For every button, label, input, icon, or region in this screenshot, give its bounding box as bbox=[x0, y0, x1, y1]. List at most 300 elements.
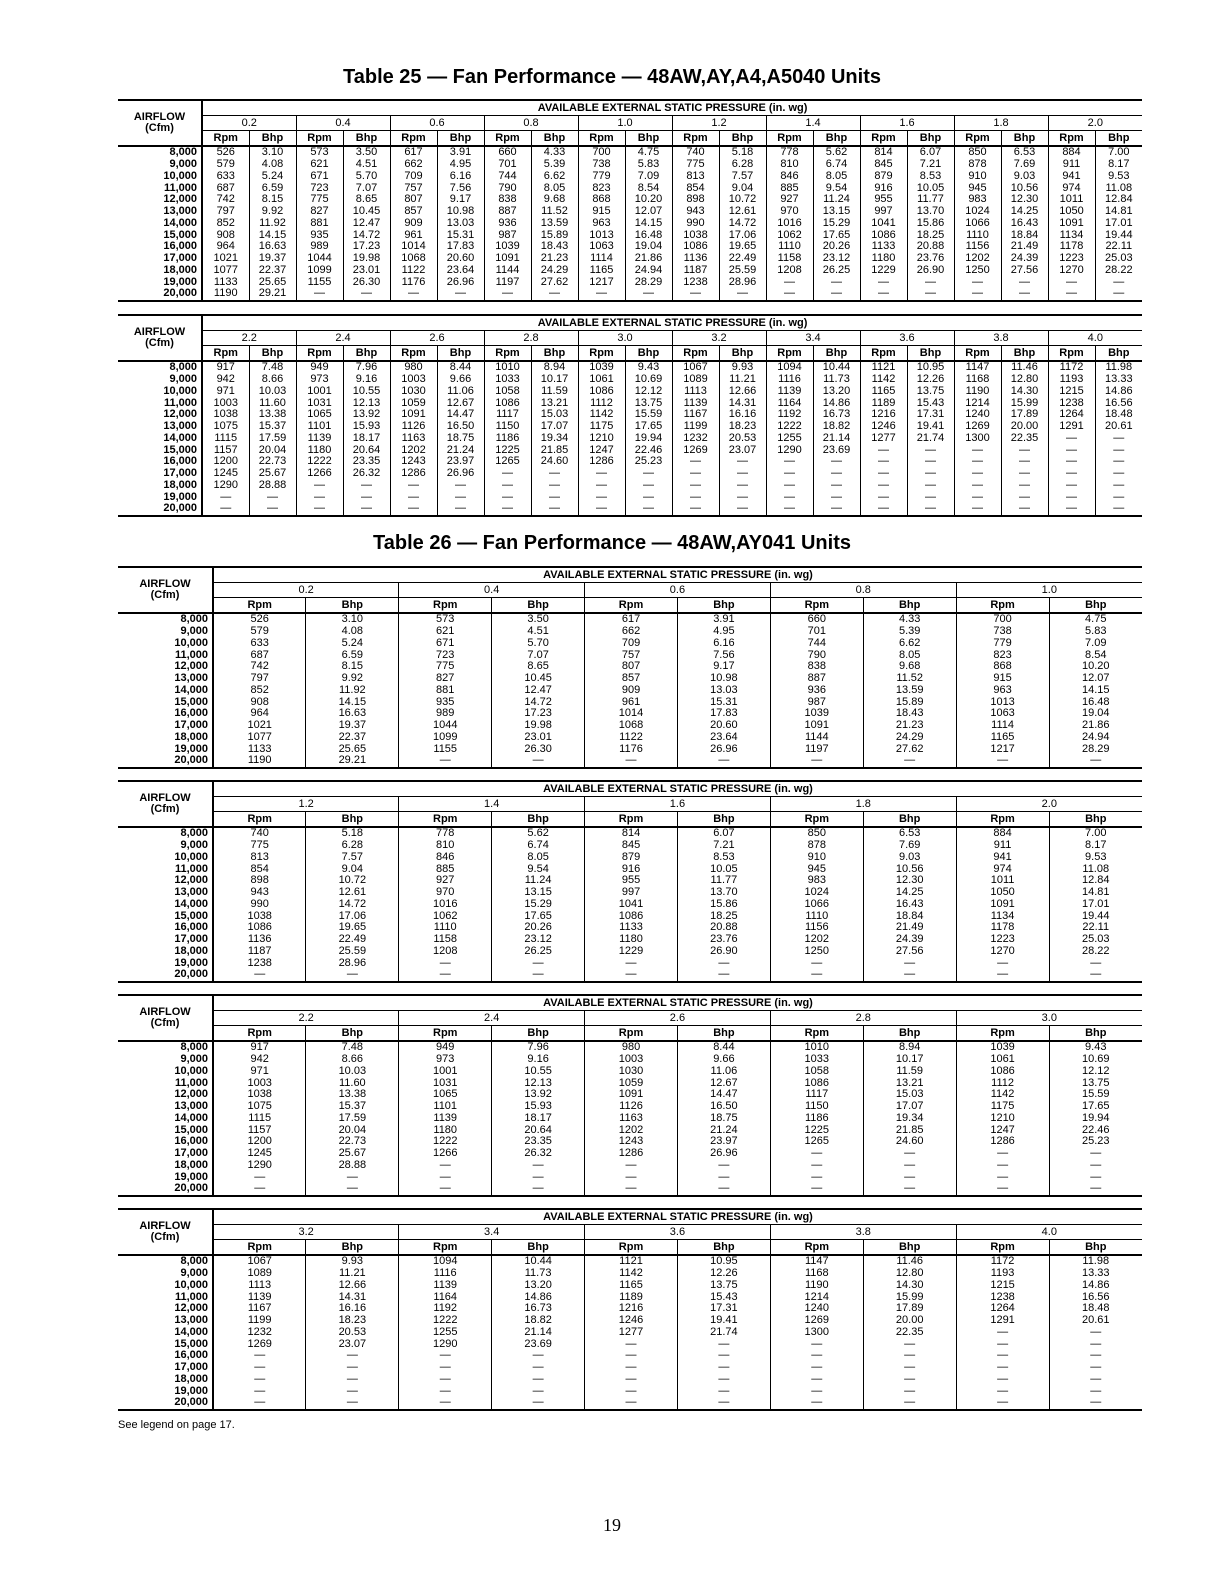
rpm-value: — bbox=[213, 1183, 306, 1196]
rpm-value: 1014 bbox=[390, 241, 437, 253]
bhp-value: — bbox=[437, 491, 484, 503]
pressure-value: 1.2 bbox=[213, 797, 399, 812]
bhp-value: 26.25 bbox=[813, 265, 860, 277]
rpm-header: Rpm bbox=[399, 1026, 492, 1042]
rpm-value: — bbox=[585, 1374, 678, 1386]
rpm-value: 1126 bbox=[390, 421, 437, 433]
bhp-value: 18.43 bbox=[863, 708, 956, 720]
rpm-value: 1172 bbox=[1048, 361, 1095, 374]
bhp-value: — bbox=[863, 1160, 956, 1172]
bhp-value: 17.31 bbox=[907, 409, 954, 421]
bhp-value: 25.67 bbox=[306, 1148, 399, 1160]
rpm-value: — bbox=[672, 456, 719, 468]
bhp-value: 19.65 bbox=[306, 922, 399, 934]
rpm-value: 813 bbox=[672, 171, 719, 183]
rpm-value: — bbox=[202, 503, 249, 516]
bhp-value: 9.66 bbox=[677, 1054, 770, 1066]
airflow-header-line: (Cfm) bbox=[150, 1231, 180, 1243]
airflow-header-line: AIRFLOW bbox=[139, 792, 191, 804]
airflow-value: 12,000 bbox=[174, 1089, 208, 1101]
rpm-value: 1091 bbox=[390, 409, 437, 421]
bhp-value: 22.37 bbox=[249, 265, 296, 277]
rpm-value: 1091 bbox=[770, 720, 863, 732]
bhp-value: 11.08 bbox=[1049, 863, 1142, 875]
airflow-value: 18,000 bbox=[174, 945, 208, 957]
bhp-value: 11.52 bbox=[863, 673, 956, 685]
table-row bbox=[118, 946, 1142, 958]
bhp-value: 7.00 bbox=[1095, 146, 1142, 159]
bhp-value: — bbox=[719, 491, 766, 503]
rpm-value: — bbox=[954, 503, 1001, 516]
table-row bbox=[118, 171, 1142, 183]
bhp-value: 7.96 bbox=[492, 1041, 585, 1054]
static-pressure-header: AVAILABLE EXTERNAL STATIC PRESSURE (in. wg) bbox=[213, 995, 1142, 1011]
bhp-value: 15.99 bbox=[1001, 397, 1048, 409]
bhp-value: 20.53 bbox=[719, 433, 766, 445]
bhp-value: 16.43 bbox=[1001, 218, 1048, 230]
rpm-value: 1175 bbox=[956, 1101, 1049, 1113]
pressure-value: 1.8 bbox=[770, 797, 956, 812]
bhp-value: 16.48 bbox=[625, 229, 672, 241]
bhp-value: — bbox=[813, 480, 860, 492]
rpm-value: 879 bbox=[585, 852, 678, 864]
bhp-value: 12.07 bbox=[1049, 673, 1142, 685]
bhp-value: 11.21 bbox=[719, 374, 766, 386]
bhp-value: 20.53 bbox=[306, 1327, 399, 1339]
rpm-value: 1197 bbox=[770, 743, 863, 755]
rpm-value: 701 bbox=[770, 626, 863, 638]
table-row bbox=[118, 468, 1142, 480]
airflow-header bbox=[118, 781, 213, 827]
rpm-value: — bbox=[1048, 444, 1095, 456]
bhp-value: 26.96 bbox=[437, 468, 484, 480]
bhp-value: — bbox=[863, 1362, 956, 1374]
bhp-value: — bbox=[1001, 480, 1048, 492]
bhp-value: 7.48 bbox=[306, 1041, 399, 1054]
bhp-value: 24.29 bbox=[863, 732, 956, 744]
airflow-value: 14,000 bbox=[174, 1326, 208, 1338]
rpm-value: 1061 bbox=[578, 374, 625, 386]
rpm-value: 1021 bbox=[213, 720, 306, 732]
airflow-value: 17,000 bbox=[174, 1361, 208, 1374]
rpm-value: 742 bbox=[213, 661, 306, 673]
rpm-value: 1180 bbox=[585, 934, 678, 946]
bhp-value: 11.73 bbox=[813, 374, 860, 386]
bhp-value: 23.07 bbox=[306, 1338, 399, 1350]
bhp-value: — bbox=[813, 288, 860, 301]
bhp-value: — bbox=[677, 1374, 770, 1386]
rpm-value: — bbox=[770, 1362, 863, 1374]
bhp-header: Bhp bbox=[719, 346, 766, 362]
rpm-value: — bbox=[585, 1350, 678, 1362]
bhp-value: 19.44 bbox=[1095, 229, 1142, 241]
bhp-value: 22.11 bbox=[1095, 241, 1142, 253]
rpm-value: — bbox=[770, 969, 863, 982]
rpm-value: 797 bbox=[202, 206, 249, 218]
fan-performance-block bbox=[118, 994, 1142, 1197]
bhp-value: 17.59 bbox=[249, 433, 296, 445]
rpm-value: 868 bbox=[578, 194, 625, 206]
rpm-value: 810 bbox=[399, 840, 492, 852]
bhp-value: 14.47 bbox=[437, 409, 484, 421]
static-pressure-header: AVAILABLE EXTERNAL STATIC PRESSURE (in. wg) bbox=[202, 100, 1142, 116]
table-row bbox=[118, 613, 1142, 626]
rpm-value: 1172 bbox=[956, 1255, 1049, 1268]
rpm-value: 1229 bbox=[585, 946, 678, 958]
rpm-value: 1038 bbox=[672, 229, 719, 241]
table-row bbox=[118, 1077, 1142, 1089]
bhp-value: — bbox=[677, 1183, 770, 1196]
bhp-value: 25.65 bbox=[249, 276, 296, 288]
rpm-value: 573 bbox=[399, 613, 492, 626]
rpm-value: 1269 bbox=[954, 421, 1001, 433]
airflow-value: 10,000 bbox=[163, 170, 197, 182]
bhp-value: 16.16 bbox=[719, 409, 766, 421]
rpm-value: 964 bbox=[202, 241, 249, 253]
rpm-value: — bbox=[390, 503, 437, 516]
rpm-value: 757 bbox=[585, 649, 678, 661]
rpm-value: 1134 bbox=[956, 910, 1049, 922]
rpm-value: 881 bbox=[399, 685, 492, 697]
bhp-value: 20.88 bbox=[677, 922, 770, 934]
rpm-value: 526 bbox=[202, 146, 249, 159]
rpm-value: 846 bbox=[399, 852, 492, 864]
bhp-value: — bbox=[1095, 468, 1142, 480]
bhp-value: — bbox=[306, 1374, 399, 1386]
table-row bbox=[118, 696, 1142, 708]
rpm-value: 852 bbox=[202, 218, 249, 230]
bhp-value: 13.33 bbox=[1049, 1268, 1142, 1280]
pressure-value: 1.0 bbox=[956, 583, 1142, 598]
bhp-value: 16.56 bbox=[1095, 397, 1142, 409]
rpm-value: 744 bbox=[484, 171, 531, 183]
rpm-value: 1200 bbox=[213, 1136, 306, 1148]
rpm-value: — bbox=[399, 1374, 492, 1386]
rpm-value: 1142 bbox=[585, 1268, 678, 1280]
bhp-value: — bbox=[677, 1171, 770, 1183]
bhp-value: — bbox=[677, 1350, 770, 1362]
static-pressure-header: AVAILABLE EXTERNAL STATIC PRESSURE (in. wg) bbox=[213, 1209, 1142, 1225]
rpm-value: 1091 bbox=[1048, 218, 1095, 230]
bhp-value: 27.56 bbox=[1001, 265, 1048, 277]
bhp-value: 4.51 bbox=[343, 159, 390, 171]
rpm-value: — bbox=[954, 288, 1001, 301]
rpm-value: 1058 bbox=[484, 386, 531, 398]
airflow-value: 15,000 bbox=[174, 1124, 208, 1136]
bhp-value: 16.43 bbox=[863, 899, 956, 911]
rpm-value: — bbox=[770, 1397, 863, 1410]
bhp-value: 23.35 bbox=[492, 1136, 585, 1148]
rpm-value: 1158 bbox=[399, 934, 492, 946]
bhp-header: Bhp bbox=[813, 346, 860, 362]
bhp-value: — bbox=[531, 480, 578, 492]
bhp-value: 7.21 bbox=[907, 159, 954, 171]
rpm-value: — bbox=[390, 491, 437, 503]
bhp-value: — bbox=[719, 480, 766, 492]
rpm-value: 1086 bbox=[578, 386, 625, 398]
rpm-value: 961 bbox=[585, 696, 678, 708]
rpm-value: — bbox=[578, 491, 625, 503]
pressure-value: 2.8 bbox=[770, 1011, 956, 1026]
bhp-value: 21.86 bbox=[1049, 720, 1142, 732]
rpm-value: 1229 bbox=[860, 265, 907, 277]
rpm-value: — bbox=[770, 755, 863, 768]
rpm-value: — bbox=[296, 491, 343, 503]
rpm-value: 1094 bbox=[766, 361, 813, 374]
bhp-value: 12.13 bbox=[343, 397, 390, 409]
bhp-value: 12.26 bbox=[907, 374, 954, 386]
bhp-value: 15.86 bbox=[907, 218, 954, 230]
rpm-value: 857 bbox=[585, 673, 678, 685]
bhp-header: Bhp bbox=[863, 1240, 956, 1256]
rpm-value: — bbox=[213, 969, 306, 982]
table-row bbox=[118, 1374, 1142, 1386]
rpm-value: 1190 bbox=[202, 288, 249, 301]
rpm-value: — bbox=[585, 957, 678, 969]
rpm-value: 1240 bbox=[770, 1303, 863, 1315]
rpm-value: 850 bbox=[954, 146, 1001, 159]
rpm-value: 1086 bbox=[585, 910, 678, 922]
rpm-value: 579 bbox=[213, 626, 306, 638]
table-row bbox=[118, 755, 1142, 768]
bhp-value: 25.03 bbox=[1049, 934, 1142, 946]
bhp-value: 22.35 bbox=[863, 1327, 956, 1339]
bhp-header: Bhp bbox=[306, 1026, 399, 1042]
rpm-header: Rpm bbox=[585, 598, 678, 614]
rpm-value: 854 bbox=[213, 863, 306, 875]
rpm-value: 1186 bbox=[770, 1113, 863, 1125]
rpm-value: 662 bbox=[585, 626, 678, 638]
rpm-value: 1164 bbox=[766, 397, 813, 409]
bhp-value: 20.00 bbox=[1001, 421, 1048, 433]
bhp-value: 17.65 bbox=[492, 910, 585, 922]
airflow-header bbox=[118, 567, 213, 613]
rpm-value: 775 bbox=[213, 840, 306, 852]
bhp-value: 20.04 bbox=[249, 444, 296, 456]
rpm-value: 1003 bbox=[390, 374, 437, 386]
rpm-value: — bbox=[213, 1397, 306, 1410]
bhp-value: 23.76 bbox=[677, 934, 770, 946]
rpm-value: 827 bbox=[399, 673, 492, 685]
bhp-value: 15.43 bbox=[907, 397, 954, 409]
bhp-value: — bbox=[1001, 456, 1048, 468]
table-row bbox=[118, 480, 1142, 492]
bhp-value: 14.72 bbox=[492, 696, 585, 708]
bhp-value: — bbox=[677, 1397, 770, 1410]
rpm-header: Rpm bbox=[770, 1026, 863, 1042]
rpm-value: 1113 bbox=[672, 386, 719, 398]
rpm-value: 1139 bbox=[296, 433, 343, 445]
bhp-value: 29.21 bbox=[249, 288, 296, 301]
rpm-header: Rpm bbox=[213, 1240, 306, 1256]
rpm-value: 927 bbox=[399, 875, 492, 887]
rpm-value: — bbox=[213, 1350, 306, 1362]
airflow-value: 14,000 bbox=[174, 1112, 208, 1124]
table-row bbox=[118, 288, 1142, 301]
bhp-value: 19.98 bbox=[492, 720, 585, 732]
bhp-value: — bbox=[531, 491, 578, 503]
airflow-header-line: AIRFLOW bbox=[139, 578, 191, 590]
airflow-value: 17,000 bbox=[163, 467, 197, 480]
bhp-value: 20.26 bbox=[492, 922, 585, 934]
bhp-value: 8.15 bbox=[249, 194, 296, 206]
bhp-value: 22.49 bbox=[719, 253, 766, 265]
airflow-header-line: (Cfm) bbox=[150, 1017, 180, 1029]
table-row bbox=[118, 1385, 1142, 1397]
table-row bbox=[118, 194, 1142, 206]
table-row bbox=[118, 1041, 1142, 1054]
rpm-value: 617 bbox=[390, 146, 437, 159]
bhp-value: 13.20 bbox=[492, 1280, 585, 1292]
bhp-value: 12.80 bbox=[1001, 374, 1048, 386]
bhp-value: 7.56 bbox=[677, 649, 770, 661]
rpm-value: 941 bbox=[956, 852, 1049, 864]
rpm-value: 1208 bbox=[766, 265, 813, 277]
rpm-value: 1192 bbox=[399, 1303, 492, 1315]
rpm-value: 884 bbox=[1048, 146, 1095, 159]
rpm-value: 1190 bbox=[213, 755, 306, 768]
rpm-header: Rpm bbox=[585, 1026, 678, 1042]
bhp-value: — bbox=[863, 1148, 956, 1160]
bhp-value: 7.57 bbox=[306, 852, 399, 864]
airflow-header bbox=[118, 100, 202, 146]
pressure-value: 3.2 bbox=[672, 331, 766, 346]
bhp-value: 12.84 bbox=[1049, 875, 1142, 887]
bhp-value: 9.04 bbox=[306, 863, 399, 875]
bhp-value: — bbox=[719, 288, 766, 301]
bhp-value: — bbox=[1095, 491, 1142, 503]
rpm-value: 1133 bbox=[585, 922, 678, 934]
bhp-value: 18.75 bbox=[677, 1113, 770, 1125]
rpm-value: 1250 bbox=[770, 946, 863, 958]
bhp-header: Bhp bbox=[625, 346, 672, 362]
bhp-header: Bhp bbox=[437, 131, 484, 147]
rpm-value: 1178 bbox=[956, 922, 1049, 934]
rpm-value: — bbox=[956, 1327, 1049, 1339]
rpm-value: — bbox=[770, 1374, 863, 1386]
bhp-value: — bbox=[863, 969, 956, 982]
rpm-value: 744 bbox=[770, 638, 863, 650]
rpm-value: 881 bbox=[296, 218, 343, 230]
bhp-value: 10.45 bbox=[492, 673, 585, 685]
rpm-value: 1139 bbox=[766, 386, 813, 398]
airflow-value: 16,000 bbox=[163, 241, 197, 253]
bhp-value: 18.17 bbox=[343, 433, 390, 445]
rpm-value: 633 bbox=[213, 638, 306, 650]
rpm-value: 1165 bbox=[956, 732, 1049, 744]
rpm-value: 1167 bbox=[672, 409, 719, 421]
bhp-value: 24.94 bbox=[1049, 732, 1142, 744]
table-row bbox=[118, 957, 1142, 969]
bhp-value: 18.25 bbox=[677, 910, 770, 922]
rpm-value: 1077 bbox=[202, 265, 249, 277]
pressure-value: 2.6 bbox=[585, 1011, 771, 1026]
rpm-value: — bbox=[956, 1171, 1049, 1183]
bhp-value: — bbox=[306, 1385, 399, 1397]
rpm-value: 1113 bbox=[213, 1280, 306, 1292]
airflow-header-line: AIRFLOW bbox=[139, 1006, 191, 1018]
bhp-value: 19.04 bbox=[1049, 708, 1142, 720]
bhp-value: 5.18 bbox=[719, 146, 766, 159]
bhp-value: 25.59 bbox=[306, 946, 399, 958]
bhp-value: — bbox=[306, 1183, 399, 1196]
bhp-value: 11.24 bbox=[492, 875, 585, 887]
rpm-value: 1192 bbox=[766, 409, 813, 421]
rpm-value: 1016 bbox=[766, 218, 813, 230]
bhp-value: 24.60 bbox=[531, 456, 578, 468]
rpm-value: 1217 bbox=[956, 743, 1049, 755]
airflow-value: 18,000 bbox=[174, 731, 208, 743]
rpm-value: 1030 bbox=[390, 386, 437, 398]
bhp-value: 7.00 bbox=[1049, 827, 1142, 840]
pressure-value: 0.8 bbox=[770, 583, 956, 598]
bhp-value: 15.31 bbox=[437, 229, 484, 241]
rpm-value: 1086 bbox=[213, 922, 306, 934]
rpm-value: — bbox=[672, 288, 719, 301]
bhp-value: — bbox=[907, 456, 954, 468]
bhp-value: — bbox=[1049, 957, 1142, 969]
bhp-value: 10.69 bbox=[1049, 1054, 1142, 1066]
bhp-value: 28.29 bbox=[625, 276, 672, 288]
airflow-value: 16,000 bbox=[163, 456, 197, 468]
airflow-value: 12,000 bbox=[174, 875, 208, 887]
bhp-value: 14.86 bbox=[1049, 1280, 1142, 1292]
bhp-value: 11.98 bbox=[1095, 361, 1142, 374]
rpm-value: 974 bbox=[1048, 182, 1095, 194]
bhp-value: — bbox=[249, 503, 296, 516]
rpm-value: — bbox=[954, 276, 1001, 288]
bhp-value: 9.04 bbox=[719, 182, 766, 194]
pressure-value: 3.6 bbox=[585, 1225, 771, 1240]
rpm-value: — bbox=[770, 1385, 863, 1397]
rpm-value: 997 bbox=[585, 887, 678, 899]
rpm-value: 1163 bbox=[585, 1113, 678, 1125]
rpm-value: 1215 bbox=[956, 1280, 1049, 1292]
bhp-value: 23.12 bbox=[813, 253, 860, 265]
bhp-header: Bhp bbox=[249, 131, 296, 147]
bhp-value: 25.65 bbox=[306, 743, 399, 755]
bhp-value: 19.37 bbox=[249, 253, 296, 265]
rpm-value: 633 bbox=[202, 171, 249, 183]
bhp-header: Bhp bbox=[343, 131, 390, 147]
bhp-value: 17.65 bbox=[625, 421, 672, 433]
bhp-value: — bbox=[1001, 444, 1048, 456]
rpm-value: 1050 bbox=[956, 887, 1049, 899]
bhp-value: 10.95 bbox=[907, 361, 954, 374]
bhp-value: 4.08 bbox=[306, 626, 399, 638]
bhp-value: 21.23 bbox=[531, 253, 578, 265]
rpm-value: — bbox=[1048, 433, 1095, 445]
rpm-value: 687 bbox=[213, 649, 306, 661]
bhp-value: 17.83 bbox=[677, 708, 770, 720]
bhp-value: 10.05 bbox=[907, 182, 954, 194]
rpm-value: 1286 bbox=[578, 456, 625, 468]
rpm-value: 740 bbox=[672, 146, 719, 159]
bhp-value: 10.69 bbox=[625, 374, 672, 386]
table-row bbox=[118, 720, 1142, 732]
rpm-header: Rpm bbox=[672, 131, 719, 147]
bhp-value: 5.83 bbox=[1049, 626, 1142, 638]
bhp-value: 10.05 bbox=[677, 863, 770, 875]
bhp-value: 12.12 bbox=[1049, 1066, 1142, 1078]
bhp-value: — bbox=[437, 288, 484, 301]
airflow-value: 9,000 bbox=[180, 1053, 208, 1066]
rpm-value: 1059 bbox=[585, 1077, 678, 1089]
rpm-value: 1122 bbox=[585, 732, 678, 744]
table-row bbox=[118, 444, 1142, 456]
rpm-value: 1068 bbox=[390, 253, 437, 265]
table-row bbox=[118, 265, 1142, 277]
